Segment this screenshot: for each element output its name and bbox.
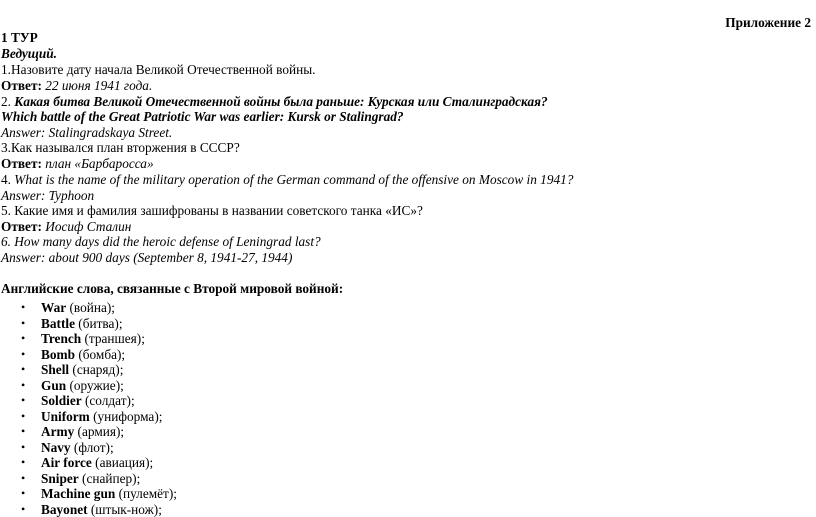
answer-5	[1, 219, 131, 234]
vocab-meaning: (униформа);	[90, 409, 163, 424]
answer-label: Ответ:	[1, 219, 42, 234]
answer-text: план «Барбаросса»	[42, 156, 154, 171]
vocab-word: Bomb	[41, 347, 75, 362]
round-title: 1 ТУР	[1, 30, 38, 45]
list-item	[0, 502, 177, 517]
bullet-icon: •	[21, 424, 25, 440]
bullet-icon: •	[21, 300, 25, 316]
vocab-word: War	[41, 300, 66, 315]
vocab-word: Gun	[41, 378, 66, 393]
vocab-word: Sniper	[41, 471, 79, 486]
question-number: 2.	[1, 94, 14, 109]
vocab-meaning: (снаряд);	[69, 362, 123, 377]
answer-text: 22 июня 1941 года.	[42, 78, 152, 93]
vocab-meaning: (штык-нож);	[88, 502, 162, 517]
vocab-heading: Английские слова, связанные с Второй мировой войной:	[1, 281, 343, 296]
vocab-word: Army	[41, 424, 74, 439]
list-item	[0, 300, 177, 316]
vocab-meaning: (армия);	[74, 424, 124, 439]
appendix-label: Приложение 2	[725, 15, 811, 31]
vocab-word: Bayonet	[41, 502, 88, 517]
bullet-icon: •	[21, 362, 25, 378]
list-item	[0, 347, 177, 363]
question-number: 4.	[1, 172, 14, 187]
vocab-meaning: (авиация);	[92, 455, 153, 470]
answer-3	[1, 156, 154, 171]
vocab-word: Trench	[41, 331, 81, 346]
vocab-word: Air force	[41, 455, 92, 470]
question-2-en: Which battle of the Great Patriotic War was earlier: Kursk or Stalingrad?	[1, 109, 404, 124]
vocab-word: Battle	[41, 316, 75, 331]
answer-6: Answer: about 900 days (September 8, 1941-27, 1944)	[1, 250, 292, 265]
bullet-icon: •	[21, 393, 25, 409]
question-1: 1.Назовите дату начала Великой Отечественной войны.	[1, 62, 315, 77]
answer-2: Answer: Stalingradskaya Street.	[1, 125, 172, 140]
vocab-meaning: (бомба);	[75, 347, 125, 362]
vocab-meaning: (траншея);	[81, 331, 145, 346]
answer-label: Ответ:	[1, 78, 42, 93]
question-3: 3.Как назывался план вторжения в СССР?	[1, 140, 240, 155]
question-4	[1, 172, 573, 187]
vocab-meaning: (флот);	[71, 440, 114, 455]
list-item	[0, 316, 177, 332]
bullet-icon: •	[21, 471, 25, 487]
list-item	[0, 331, 177, 347]
vocab-list	[0, 300, 177, 517]
bullet-icon: •	[21, 440, 25, 456]
bullet-icon: •	[21, 486, 25, 502]
answer-1	[1, 78, 152, 93]
answer-4: Answer: Typhoon	[1, 188, 94, 203]
vocab-meaning: (пулемёт);	[115, 486, 177, 501]
list-item	[0, 362, 177, 378]
bullet-icon: •	[21, 502, 25, 517]
bullet-icon: •	[21, 316, 25, 332]
question-text: Какая битва Великой Отечественной войны была раньше: Курская или Сталинградская?	[14, 94, 547, 109]
answer-text: Иосиф Сталин	[42, 219, 131, 234]
question-text: What is the name of the military operation of the German command of the offensive on Moscow in 1941?	[14, 172, 573, 187]
list-item	[0, 471, 177, 487]
list-item	[0, 378, 177, 394]
list-item	[0, 409, 177, 425]
list-item	[0, 455, 177, 471]
question-6: 6. How many days did the heroic defense of Leningrad last?	[1, 234, 321, 249]
vocab-meaning: (снайпер);	[79, 471, 141, 486]
vocab-word: Navy	[41, 440, 71, 455]
bullet-icon: •	[21, 331, 25, 347]
bullet-icon: •	[21, 347, 25, 363]
list-item	[0, 393, 177, 409]
question-2-ru	[1, 94, 548, 109]
host-label: Ведущий.	[1, 46, 57, 61]
answer-label: Ответ:	[1, 156, 42, 171]
vocab-word: Shell	[41, 362, 69, 377]
vocab-meaning: (война);	[66, 300, 115, 315]
vocab-meaning: (битва);	[75, 316, 123, 331]
vocab-meaning: (солдат);	[82, 393, 135, 408]
vocab-meaning: (оружие);	[66, 378, 124, 393]
list-item	[0, 440, 177, 456]
question-5: 5. Какие имя и фамилия зашифрованы в названии советского танка «ИС»?	[1, 203, 423, 218]
bullet-icon: •	[21, 409, 25, 425]
bullet-icon: •	[21, 378, 25, 394]
vocab-word: Uniform	[41, 409, 90, 424]
vocab-word: Soldier	[41, 393, 82, 408]
bullet-icon: •	[21, 455, 25, 471]
list-item	[0, 486, 177, 502]
list-item	[0, 424, 177, 440]
vocab-word: Machine gun	[41, 486, 115, 501]
